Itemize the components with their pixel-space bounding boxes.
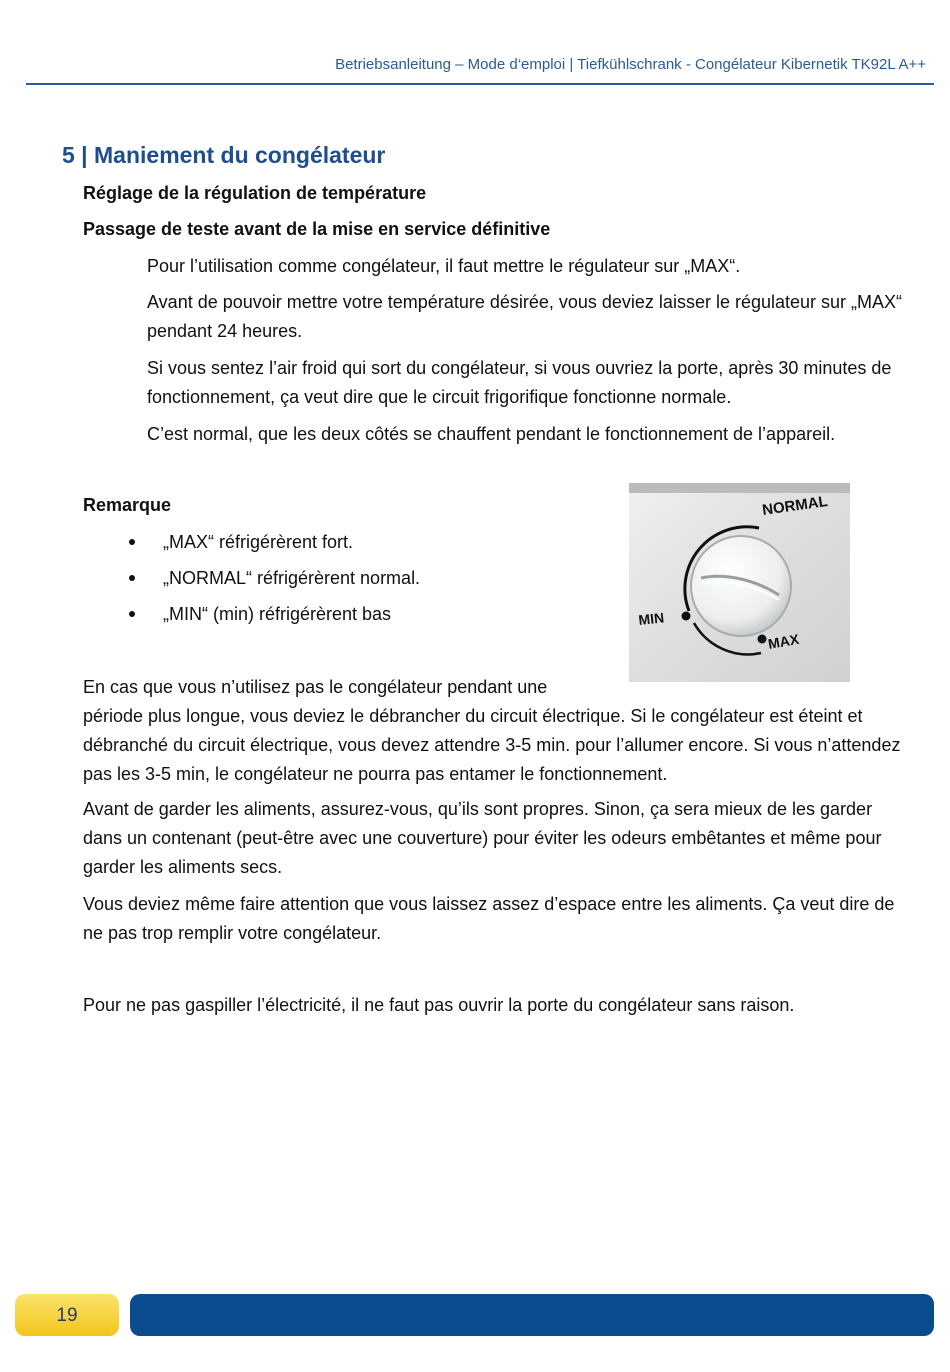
paragraph-unplug-first-line: En cas que vous n’utilisez pas le congélateur pendant une [83, 677, 548, 697]
paragraph-unplug: période plus longue, vous deviez le débrancher du circuit électrique. Si le congélateur est éteint et débranché du circuit électrique, vous devez attendre 3-5 min. pour l’allumer encore. Si vous n’attendez pas les 3-5 min, le congélateur ne pourra pas entamer le fonctionnement. [83, 706, 901, 784]
thermostat-dial-photo [629, 483, 850, 682]
subheading-test-run: Passage de teste avant de la mise en service définitive [83, 219, 551, 239]
thermostat-dial-icon [629, 483, 850, 682]
paragraph-clean-food: Avant de garder les aliments, assurez-vous, qu’ils sont propres. Sinon, ça sera mieux de les garder dans un contenant (peut-être avec une couverture) pour éviter les odeurs embêtantes et même pour garder les aliments secs. [83, 799, 882, 877]
running-header: Betriebsanleitung – Mode d‘emploi | Tiefkühlschrank - Congélateur Kibernetik TK92L A++ [335, 56, 926, 73]
section-title: 5 | Maniement du congélateur [62, 142, 386, 168]
bullet-icon [129, 611, 135, 617]
bullet-icon [129, 539, 135, 545]
subheading-temperature-regulation: Réglage de la régulation de température [83, 183, 427, 203]
dial-label-min: MIN [637, 609, 665, 628]
list-item: „NORMAL“ réfrigérèrent normal. [83, 566, 420, 602]
dial-label-max: MAX [766, 630, 801, 652]
remark-list [83, 530, 420, 638]
bullet-icon [129, 575, 135, 581]
header-divider [26, 83, 934, 85]
remark-title: Remarque [83, 495, 172, 515]
list-item: „MIN“ (min) réfrigérèrent bas [83, 602, 420, 638]
paragraph-space: Vous deviez même faire attention que vous laissez assez d’espace entre les aliments. Ça veut dire de ne pas trop remplir votre congélateur. [83, 894, 895, 943]
paragraph-electricity: Pour ne pas gaspiller l’électricité, il ne faut pas ouvrir la porte du congélateur sans raison. [83, 995, 795, 1015]
paragraph-cold-air: Si vous sentez l’air froid qui sort du congélateur, si vous ouvriez la porte, après 30 minutes de fonctionnement, ça veut dire que le circuit frigorifique fonctionne normale. [147, 358, 892, 407]
list-item: „MAX“ réfrigérèrent fort. [83, 530, 420, 566]
footer-bar [130, 1294, 934, 1336]
dial-label-normal: NORMAL [761, 492, 829, 519]
page-number: 19 [15, 1294, 119, 1336]
paragraph-sides-warm: C’est normal, que les deux côtés se chauffent pendant le fonctionnement de l’appareil. [147, 424, 836, 444]
paragraph-max-setting: Pour l’utilisation comme congélateur, il faut mettre le régulateur sur „MAX“. [147, 256, 741, 276]
paragraph-24-hours: Avant de pouvoir mettre votre température désirée, vous deviez laisser le régulateur sur „MAX“ pendant 24 heures. [147, 292, 903, 341]
